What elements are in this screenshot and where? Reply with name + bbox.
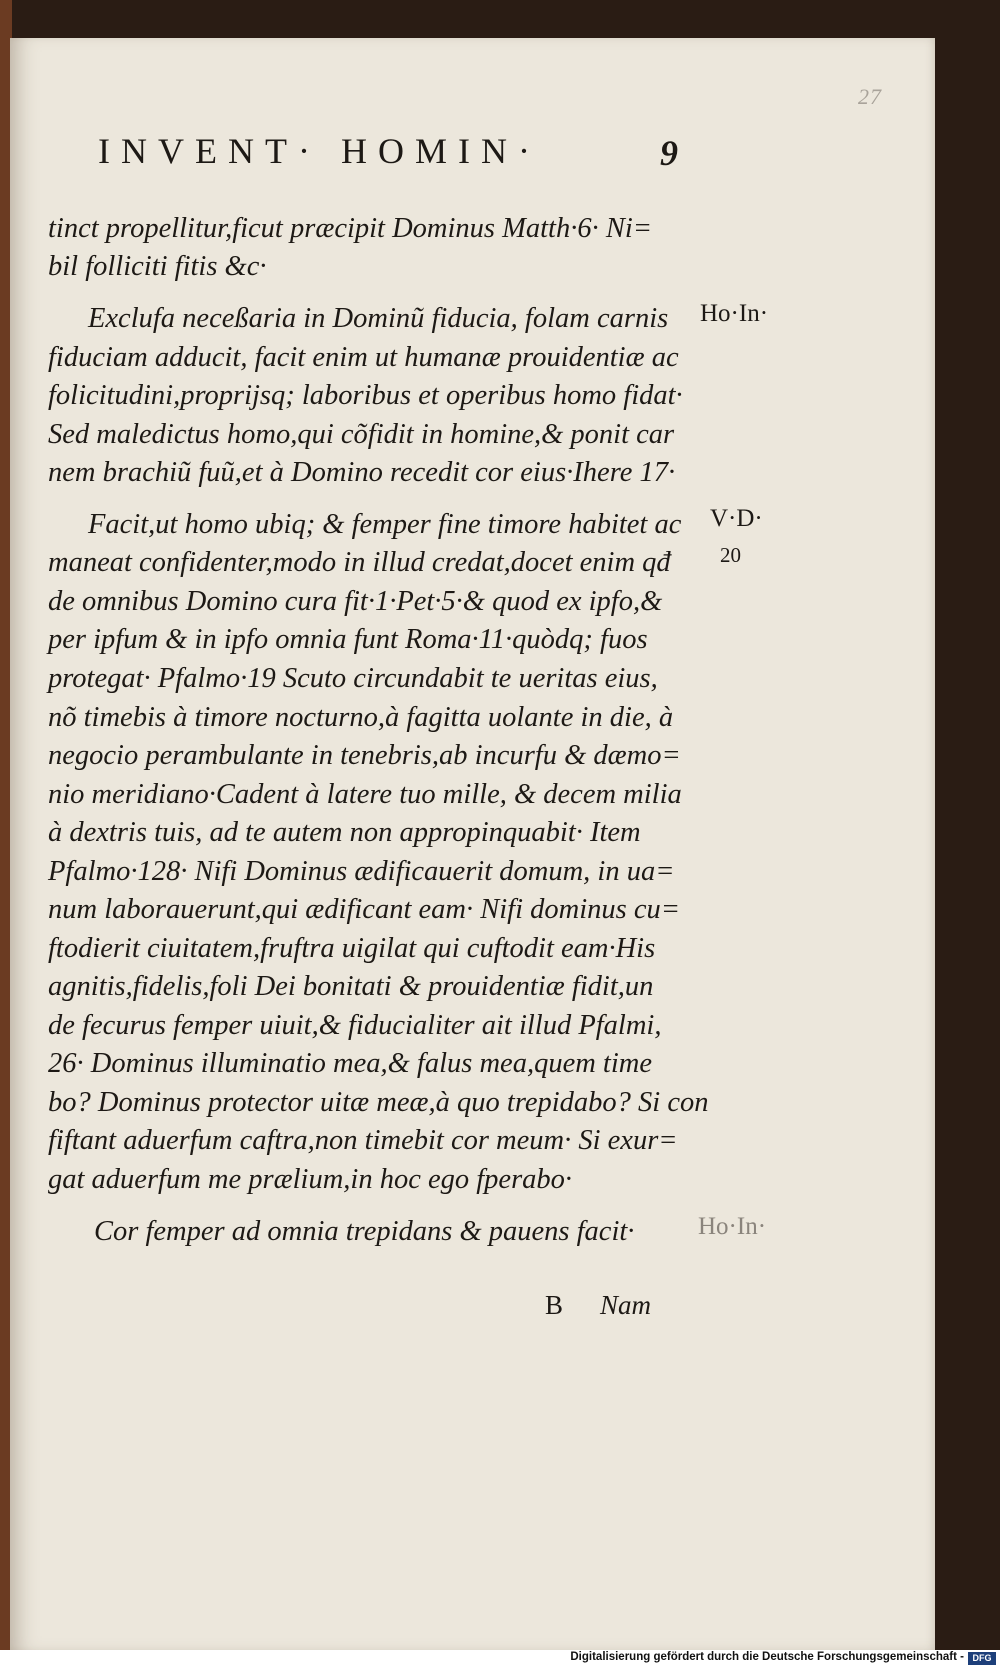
text-line: Facit,ut homo ubiq; & femper fine timore habitet ac bbox=[88, 509, 682, 540]
funding-credit: Digitalisierung gefördert durch die Deutsche Forschungsgemeinschaft - bbox=[570, 1651, 964, 1663]
page-number: 9 bbox=[660, 133, 678, 173]
signature-mark: B bbox=[545, 1290, 564, 1320]
text-line: fiduciam adducit, facit enim ut humanæ prouidentiæ ac bbox=[48, 342, 679, 373]
folio-pencil-mark: 27 bbox=[858, 84, 882, 109]
text-line: bil folliciti fitis &c· bbox=[48, 251, 267, 282]
text-line: gat aduerfum me prælium,in hoc ego fperabo· bbox=[48, 1164, 573, 1195]
text-line: Exclufa neceßaria in Dominũ fiducia, folam carnis bbox=[88, 303, 669, 334]
text-line: negocio perambulante in tenebris,ab incurfu & dæmo= bbox=[48, 740, 681, 771]
text-line: fiftant aduerfum caftra,non timebit cor meum· Si exur= bbox=[48, 1125, 678, 1156]
catchword: Nam bbox=[600, 1290, 652, 1320]
margin-note: Ho·In· bbox=[698, 1213, 767, 1240]
text-line: bo? Dominus protector uitæ meæ,à quo trepidabo? Si con bbox=[48, 1087, 709, 1118]
running-head bbox=[98, 130, 698, 180]
text-line: nio meridiano·Cadent à latere tuo mille, & decem milia bbox=[48, 779, 682, 810]
text-line: ftodierit ciuitatem,fruftra uigilat qui cuftodit eam·His bbox=[48, 933, 656, 964]
text-line: num laborauerunt,qui ædificant eam· Nifi dominus cu= bbox=[48, 894, 680, 925]
footer-bar bbox=[0, 1650, 1000, 1667]
text-line: agnitis,fidelis,foli Dei bonitati & prouidentiæ fidit,un bbox=[48, 971, 654, 1002]
text-line: maneat confidenter,modo in illud credat,docet enim qđ bbox=[48, 547, 671, 578]
dfg-logo: DFG bbox=[968, 1652, 996, 1665]
text-line: de omnibus Domino cura fit·1·Pet·5·& quod ex ipfo,& bbox=[48, 586, 663, 617]
text-line: 26· Dominus illuminatio mea,& falus mea,quem time bbox=[48, 1048, 652, 1079]
text-line: tinct propellitur,ficut præcipit Dominus Matth·6· Ni= bbox=[48, 213, 653, 244]
running-head-title: INVENT· HOMIN· bbox=[98, 131, 541, 171]
text-line: à dextris tuis, ad te autem non appropinquabit· Item bbox=[48, 817, 641, 848]
book-page bbox=[10, 38, 935, 1650]
margin-note: V·D· bbox=[710, 505, 763, 532]
text-line: Cor femper ad omnia trepidans & pauens facit· bbox=[94, 1216, 635, 1247]
margin-note: 20 bbox=[720, 543, 741, 567]
text-line: de fecurus femper uiuit,& fiducialiter ait illud Pfalmi, bbox=[48, 1010, 662, 1041]
text-line: per ipfum & in ipfo omnia funt Roma·11·quòdq; fuos bbox=[48, 624, 648, 655]
text-line: nõ timebis à timore nocturno,à fagitta uolante in die, à bbox=[48, 702, 674, 733]
margin-note: Ho·In· bbox=[700, 300, 769, 327]
text-line: folicitudini,proprijsq; laboribus et operibus homo fidat· bbox=[48, 380, 683, 411]
text-line: nem brachiũ fuũ,et à Domino recedit cor eius·Ihere 17· bbox=[48, 457, 676, 488]
text-line: Sed maledictus homo,qui cõfidit in homine,& ponit car bbox=[48, 419, 675, 450]
text-line: protegat· Pfalmo·19 Scuto circundabit te ueritas eius, bbox=[48, 663, 658, 694]
text-line: Pfalmo·128· Nifi Dominus ædificauerit domum, in ua= bbox=[48, 856, 675, 887]
